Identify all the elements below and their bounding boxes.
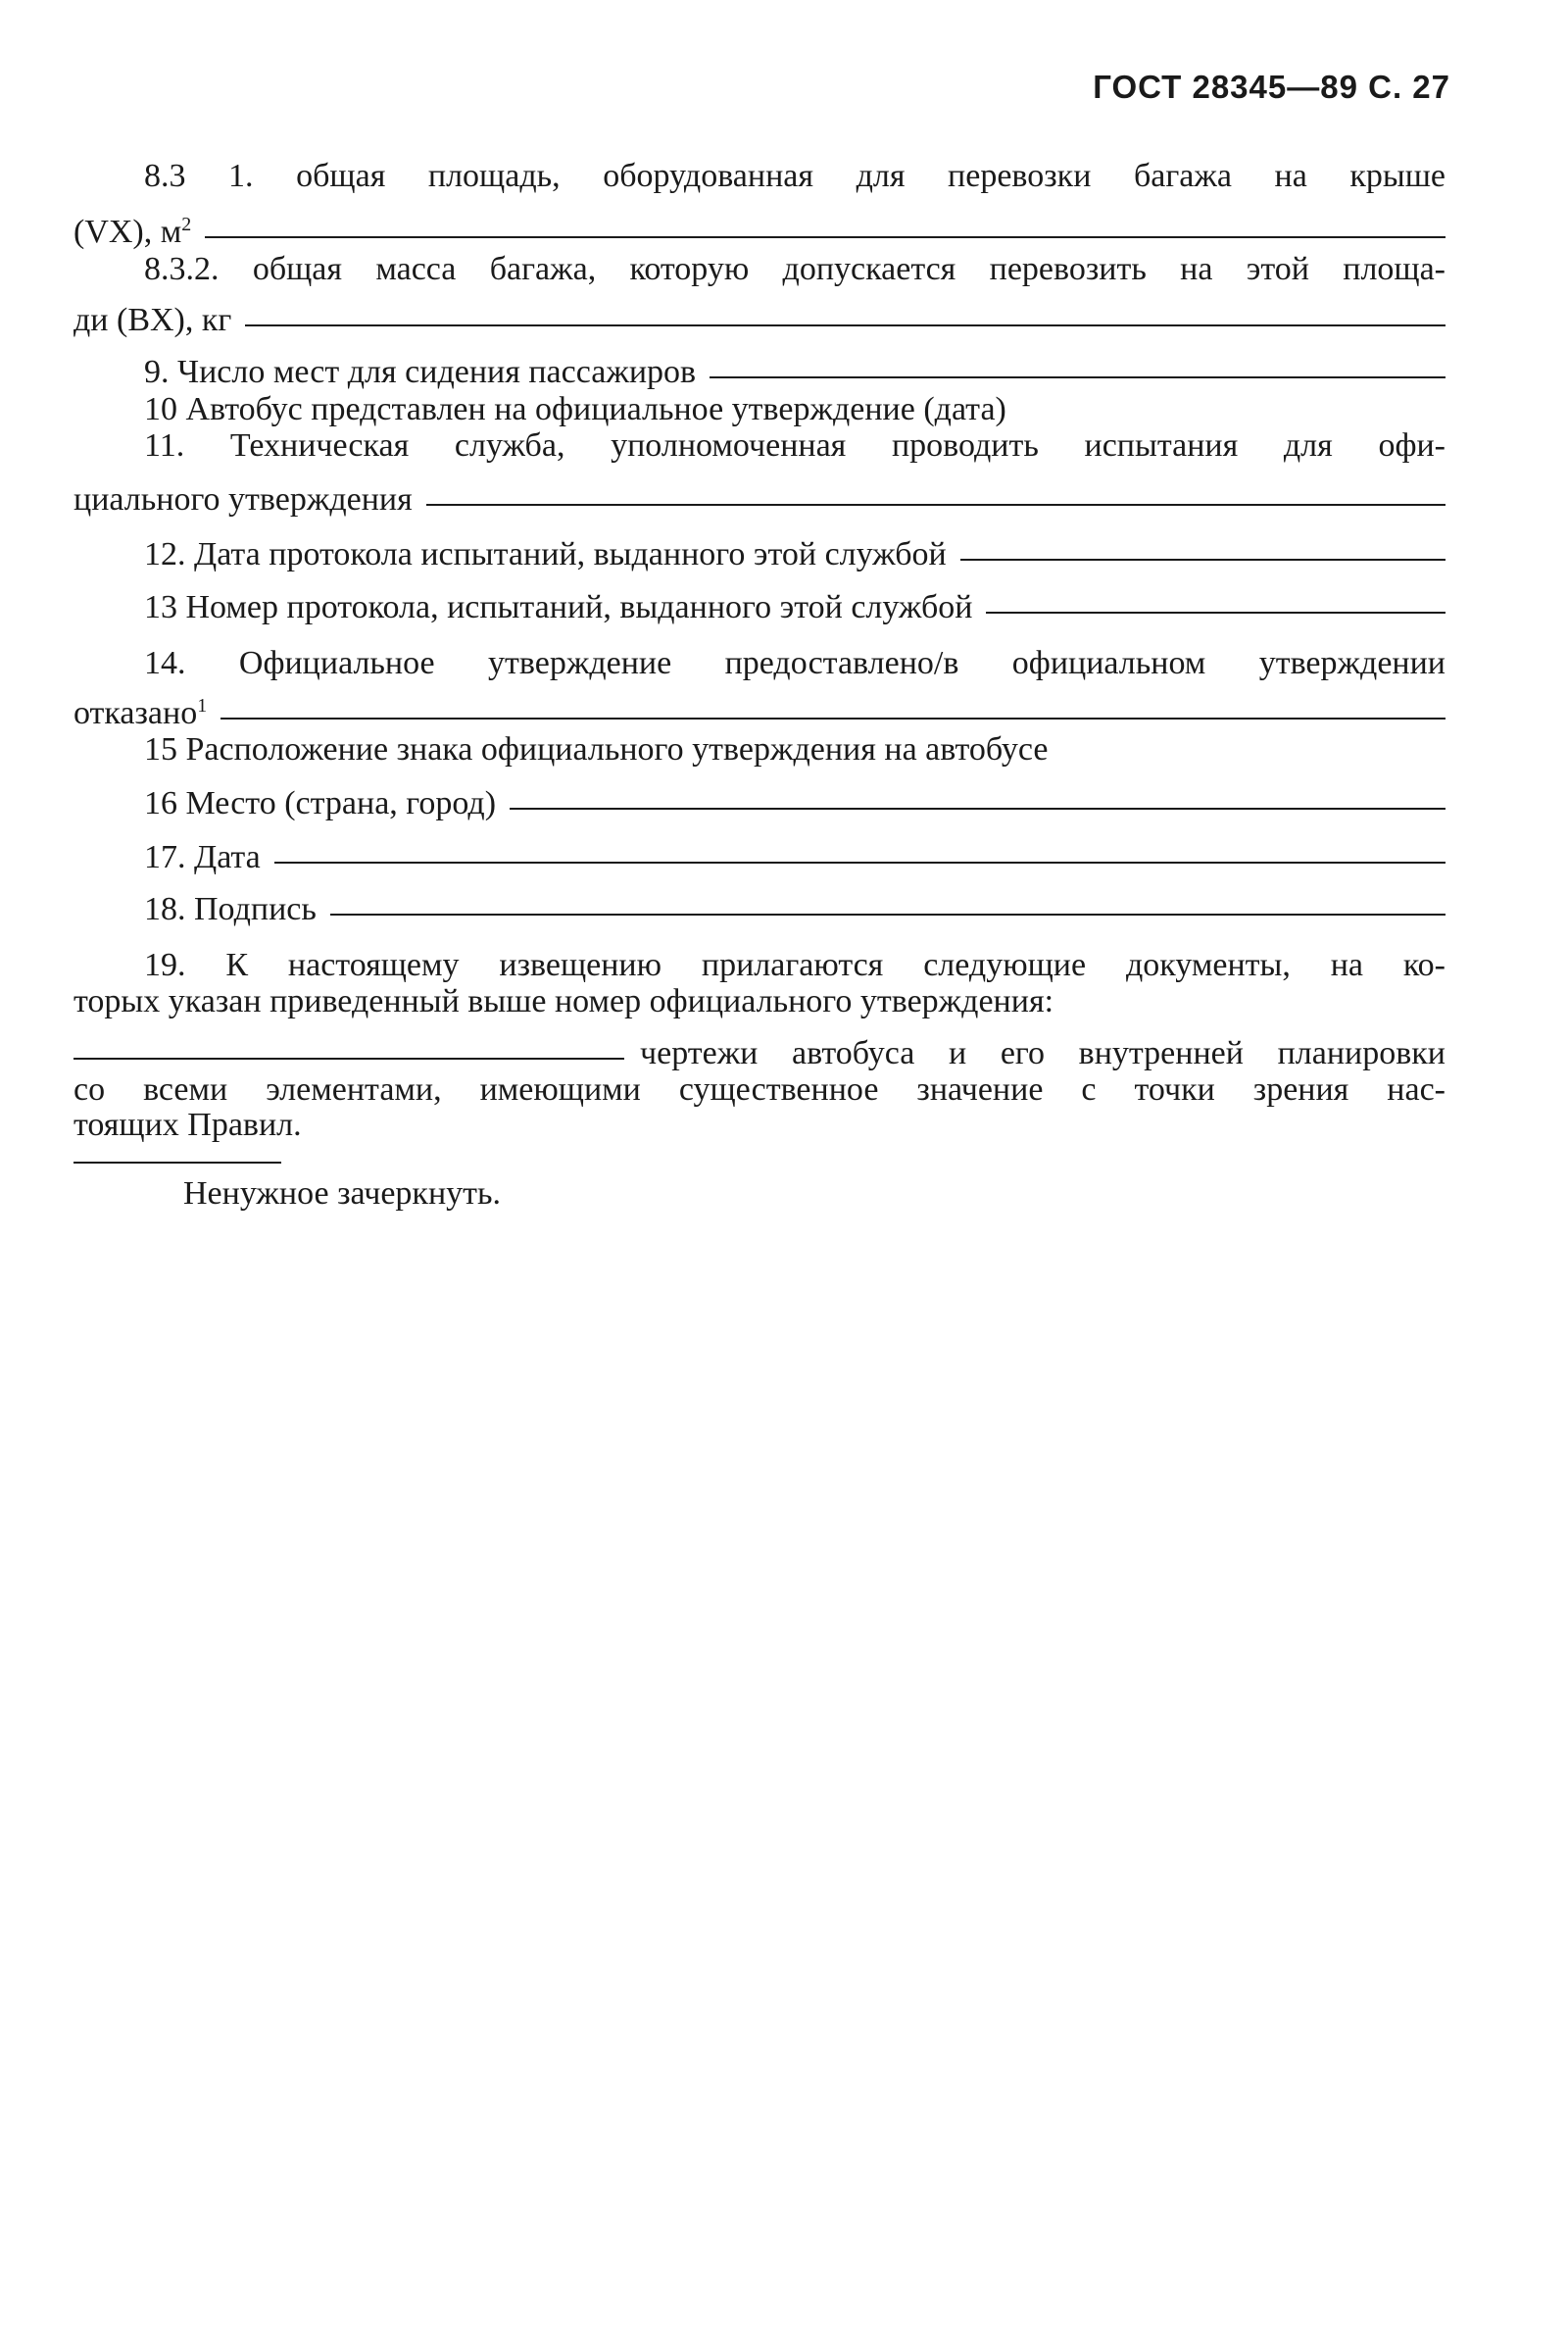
- item-10: [74, 390, 1446, 429]
- item-8-3-2-label: ди (BX), кг: [74, 302, 232, 338]
- mass-blank-field[interactable]: [245, 324, 1446, 326]
- item-8-3-2-line2: [74, 301, 1446, 340]
- date-blank-field[interactable]: [274, 862, 1446, 864]
- item-8-3-1-line1: [74, 157, 1446, 196]
- item-14-text: 14. Официальное утверждение предоставлено/в официальном утверждении: [144, 645, 1446, 681]
- superscript-1: 1: [197, 695, 208, 717]
- item-8-3-1-label: (VX), м: [74, 214, 182, 250]
- item-19-text-4: со всеми элементами, имеющими существенное значение с точки зрения нас-: [74, 1071, 1446, 1108]
- item-19-text-5: тоящих Правил.: [74, 1107, 302, 1143]
- seats-blank-field[interactable]: [710, 376, 1446, 378]
- superscript-2: 2: [181, 214, 192, 235]
- item-18: [74, 890, 1446, 929]
- item-8-3-1-line2: [74, 213, 1446, 252]
- item-11-line2: [74, 480, 1446, 520]
- item-10-label: 10 Автобус представлен на официальное утверждение (дата): [144, 391, 1006, 427]
- item-19-line2: [74, 982, 1446, 1021]
- item-15: [74, 730, 1446, 770]
- protocol-number-blank-field[interactable]: [986, 612, 1446, 614]
- item-19-line5: [74, 1106, 1446, 1145]
- item-14-line1: [74, 644, 1446, 683]
- item-14-line2: [74, 694, 1446, 733]
- item-14-label: отказано: [74, 695, 198, 731]
- item-19-line3: [74, 1034, 1446, 1073]
- drawings-blank-field[interactable]: [74, 1058, 624, 1060]
- footnote-divider: [74, 1162, 281, 1164]
- item-11-line1: [74, 426, 1446, 466]
- item-12: [74, 535, 1446, 574]
- item-16: [74, 784, 1446, 823]
- approval-blank-field[interactable]: [220, 718, 1446, 720]
- item-11-label: циального утверждения: [74, 481, 413, 518]
- item-8-3-2-text: 8.3.2. общая масса багажа, которую допускается перевозить на этой площа-: [144, 251, 1446, 287]
- item-18-label: 18. Подпись: [144, 891, 317, 927]
- item-11-text: 11. Техническая служба, уполномоченная проводить испытания для офи-: [144, 427, 1446, 464]
- service-blank-field[interactable]: [426, 504, 1446, 506]
- item-19-line4: [74, 1070, 1446, 1110]
- item-17: [74, 838, 1446, 877]
- page-header: ГОСТ 28345—89 С. 27: [1093, 69, 1450, 105]
- area-blank-field[interactable]: [205, 236, 1446, 238]
- item-19-line1: [74, 946, 1446, 985]
- place-blank-field[interactable]: [510, 808, 1446, 810]
- item-13-label: 13 Номер протокола, испытаний, выданного этой службой: [144, 589, 973, 625]
- item-16-label: 16 Место (страна, город): [144, 785, 497, 821]
- item-8-3-2-line1: [74, 250, 1446, 289]
- item-19-text: 19. К настоящему извещению прилагаются следующие документы, на ко-: [144, 947, 1446, 983]
- protocol-date-blank-field[interactable]: [960, 559, 1446, 561]
- item-13: [74, 588, 1446, 627]
- item-8-3-1-text: 8.3 1. общая площадь, оборудованная для перевозки багажа на крыше: [144, 158, 1446, 194]
- item-12-label: 12. Дата протокола испытаний, выданного этой службой: [144, 536, 947, 572]
- footnote: Ненужное зачеркнуть.: [183, 1175, 502, 1212]
- item-15-label: 15 Расположение знака официального утверждения на автобусе: [144, 731, 1049, 768]
- item-9: [74, 353, 1446, 392]
- signature-blank-field[interactable]: [330, 914, 1446, 916]
- item-19-text-2: торых указан приведенный выше номер официального утверждения:: [74, 983, 1054, 1019]
- item-17-label: 17. Дата: [144, 839, 261, 875]
- item-19-text-3: чертежи автобуса и его внутренней планировки: [640, 1035, 1446, 1071]
- item-9-label: 9. Число мест для сидения пассажиров: [144, 354, 697, 390]
